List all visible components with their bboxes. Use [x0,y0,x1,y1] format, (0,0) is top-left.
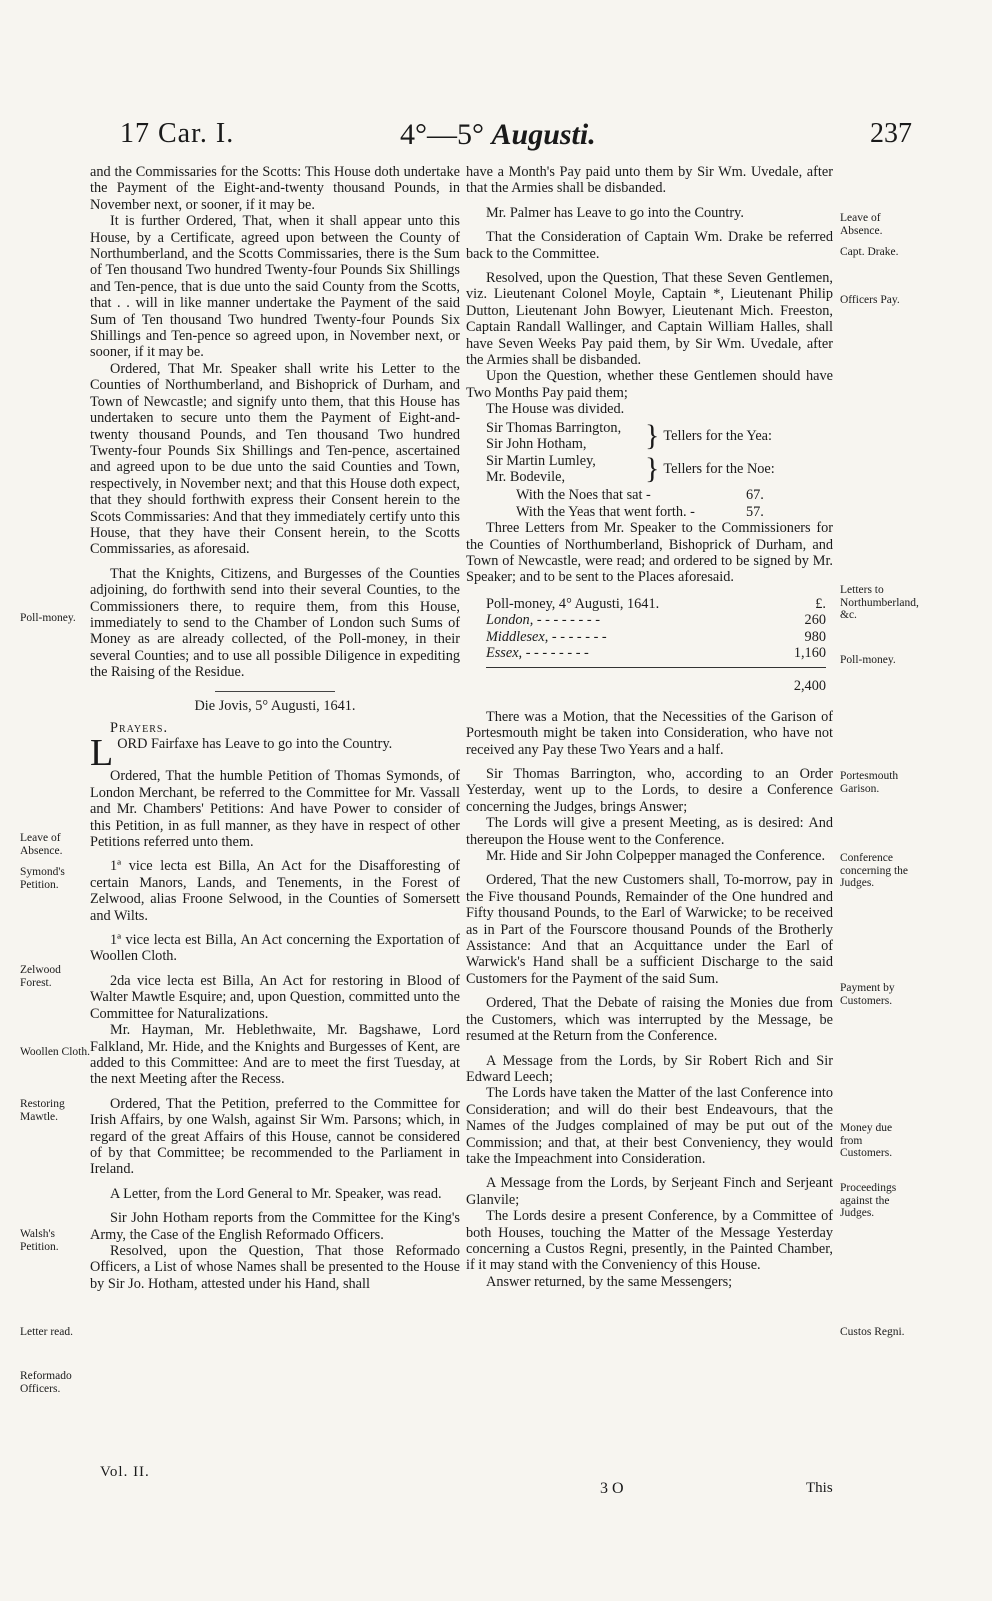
margin-note: Letters to Northumberland, &c. [840,584,919,621]
poll-currency: £. [815,595,826,612]
margin-note: Letter read. [20,1326,73,1338]
paragraph: Answer returned, by the same Messengers; [486,1273,733,1290]
margin-note: Poll-money. [840,654,896,666]
poll-amount: 260 [804,612,826,629]
margin-note: Portesmouth Garison. [840,770,899,795]
noe-tellers-label: Tellers for the Noe: [663,460,775,477]
poll-money-table [486,596,833,695]
paragraph: The Lords have taken the Matter of the last Conference into Consideration; and will do their best Endeavours, that the Names of the Judges complained of may be put out of the Commission; and that, at their best Conveniency, they would take the Impeachment into Consideration. [466,1085,833,1167]
paragraph: Ordered, That the Debate of raising the Monies due from the Customers, which was interrupted by the Message, be resumed at the Return from the Conference. [466,995,833,1045]
paragraph: Ordered, That the Petition, preferred to the Committee for Irish Affairs, by one Walsh, against Sir Wm. Parsons; which, in regard of the great Affairs of this House, cannot be considered of by that Committee; be recommended to the Parliament in Ireland. [90,1095,460,1178]
paragraph: Three Letters from Mr. Speaker to the Commissioners for the Counties of Northumberland, Bishoprick of Durham, and Town of Newcastle, were read; and ordered to be signed by Mr. Speaker; and to be sent to the Places aforesaid. [466,520,833,586]
regnal-year: 17 Car. I. [120,118,235,149]
yea-teller: Sir Thomas Barrington, [486,419,622,436]
prayers-heading: Prayers. [110,720,169,736]
margin-note: Restoring Mawtle. [20,1098,65,1123]
paragraph: Ordered, That the new Customers shall, To-morrow, pay in the Five thousand Pounds, Remainder of the One hundred and Fifty thousand Pounds, to the Earl of Warwicke; to be received as in Part of the Fourscore thousand Pounds of the Brotherly Assistance: And that an Acquittance under the Earl of Warwick's Hand shall be a sufficient Discharge to the said Customers for the Payment of the said Sum. [466,872,833,987]
margin-note: Woollen Cloth. [20,1046,90,1058]
poll-row [486,645,826,661]
tellers-block [486,420,833,486]
paragraph: and the Commissaries for the Scotts: This House doth undertake the Payment of the Eight-and-twenty thousand Pounds, in November next, or sooner, if it may be. [90,164,460,213]
margin-note: Payment by Customers. [840,982,895,1007]
paragraph: 2da vice lecta est Billa, An Act for restoring in Blood of Walter Mawtle Esquire; and, upon Question, committed unto the Committee for Naturalizations. [90,972,460,1022]
page-number: 237 [870,118,912,149]
page-header [0,118,992,158]
margin-note: Officers Pay. [840,294,900,306]
paragraph: Mr. Hide and Sir John Colpepper managed the Conference. [486,848,826,865]
poll-row [486,612,826,628]
yea-tellers-label: Tellers for the Yea: [663,427,772,444]
paragraph: Mr. Hayman, Mr. Heblethwaite, Mr. Bagshawe, Lord Falkland, Mr. Hide, and the Knights and Burgesses of Kent, are added to this Committee: And are to meet the first Tuesday, at the next Meeting after the Recess. [90,1022,460,1088]
paragraph: Ordered, That Mr. Speaker shall write his Letter to the Counties of Northumberland, and Bishoprick of Durham, and Town of Newcastle; and signify unto them, that this House has undertaken to secure unto them the Payment of Eight-and-twenty thousand Pounds, and Ten thousand Two hundred Twenty-four Pounds Six Shillings and Ten-pence, ascertained and agreed upon to be due unto the said Counties and Town, respectively, in November next; and that this House doth expect, that they should forthwith express their Consent herein to the Scots Commissaries: And that they immediately certify unto this House, that they have their Consent herein, to the Scotts Commissaries, as aforesaid. [90,360,460,558]
margin-note: Custos Regni. [840,1326,905,1338]
paragraph: Sir Thomas Barrington, who, according to an Order Yesterday, went up to the Lords, to desire a Conference concerning the Judges, brings Answer; [466,766,833,815]
paragraph: It is further Ordered, That, when it shall appear unto this House, by a Certificate, agreed upon between the County of Northumberland, and the Scotts Commissaries, there is the Sum of Ten thousand Two hundred Twenty-four Pounds Six Shillings and Ten-pence, that is due unto the said County from the Scotts, that . . will in like manner undertake the Payment of the said Sum of Ten thousand Two hundred Twenty-four Pounds Six Shillings and Ten-pence so agreed upon, in November next, or sooner, if it may be. [90,213,460,361]
poll-amount: 1,160 [793,644,826,661]
header-month: Augusti. [491,118,596,151]
paragraph: The Lords will give a present Meeting, as is desired: And thereupon the House went to the Conference. [466,815,833,848]
margin-note: Leave of Absence. [840,212,883,237]
paragraph: Resolved, upon the Question, That those Reformado Officers, a List of whose Names shall be presented to the House by Sir Jo. Hotham, attested under his Hand, shall [90,1242,460,1292]
paragraph: Mr. Palmer has Leave to go into the Country. [486,204,744,221]
date-heading: Die Jovis, 5° Augusti, 1641. [194,697,356,714]
header-days: 4°—5° [400,118,484,151]
paragraph: That the Consideration of Captain Wm. Drake be referred back to the Committee. [466,229,833,262]
noes-count: 67. [746,487,764,504]
poll-amount: 980 [804,628,826,645]
brace: } [645,451,660,485]
signature-mark: 3 O [600,1480,624,1497]
margin-note: Leave of Absence. [20,832,63,857]
paragraph: The House was divided. [486,401,625,418]
paragraph: Resolved, upon the Question, That these Seven Gentlemen, viz. Lieutenant Colonel Moyle, Captain *, Lieutenant Philip Dutton, Lieutenant John Bowyer, Lieutenant Mich. Freeston, Captain Randall Wallinger, and Captain William Halles, shall have Seven Weeks Pay paid them, by Sir Wm. Uvedale, after the Armies shall be disbanded. [466,270,833,369]
paragraph: have a Month's Pay paid unto them by Sir Wm. Uvedale, after that the Armies shall be disbanded. [466,164,833,197]
poll-place: Middlesex, - - - - - - - [486,628,607,645]
poll-row [486,629,826,645]
margin-note: Reformado Officers. [20,1370,72,1395]
paragraph: Sir John Hotham reports from the Committee for the King's Army, the Case of the English Reformado Officers. [90,1210,460,1243]
brace: } [645,419,660,453]
poll-title: Poll-money, 4° Augusti, 1641. [486,595,660,612]
noe-teller: Mr. Bodevile, [486,468,566,485]
section-divider [215,691,335,692]
paragraph: There was a Motion, that the Necessities of the Garison of Portesmouth might be taken into Consideration, who have not received any Pay these Two Years and a half. [466,708,833,758]
paragraph [90,732,460,775]
header-date [400,118,596,152]
drop-cap: L [90,732,114,775]
margin-note: Poll-money. [20,612,76,624]
yeas-label: With the Yeas that went forth. - [516,503,695,520]
margin-note: Symond's Petition. [20,866,65,891]
paragraph: 1ª vice lecta est Billa, An Act for the Disafforesting of certain Manors, Lands, and Tenements, in the Forest of Zelwood, alias Froone Selwood, in the Counties of Somersett and Wilts. [90,858,460,924]
paragraph: The Lords desire a present Conference, by a Committee of both Houses, touching the Matter of the Message Yesterday concerning a Custos Regni, presently, in the Painted Chamber, if it may stand with the Conveniency of this House. [466,1208,833,1274]
yeas-count: 57. [746,503,764,520]
noes-label: With the Noes that sat - [516,487,651,504]
vote-counts [516,487,833,520]
paragraph: A Message from the Lords, by Sir Robert Rich and Sir Edward Leech; [466,1052,833,1085]
poll-place: Essex, - - - - - - - - [486,644,589,661]
margin-note: Capt. Drake. [840,246,899,258]
yea-teller: Sir John Hotham, [486,436,587,453]
margin-note: Conference concerning the Judges. [840,852,909,889]
right-column [466,164,833,1290]
poll-total: 2,400 [486,667,826,694]
volume-label: Vol. II. [100,1464,150,1480]
paragraph: Ordered, That the humble Petition of Thomas Symonds, of London Merchant, be referred to the Committee for Mr. Vassall and Mr. Chambers' Petitions: And have Power to consider of this Petition, in as full manner, as they have in respect of other Petitions referred unto them. [90,768,460,851]
paragraph: Upon the Question, whether these Gentlemen should have Two Months Pay paid them; [466,368,833,401]
left-column [90,164,460,1292]
margin-note: Walsh's Petition. [20,1228,59,1253]
poll-place: London, - - - - - - - - [486,612,600,629]
paragraph: A Letter, from the Lord General to Mr. Speaker, was read. [110,1185,442,1202]
noe-teller: Sir Martin Lumley, [486,452,596,469]
margin-note: Zelwood Forest. [20,964,61,989]
paragraph: A Message from the Lords, by Serjeant Finch and Serjeant Glanvile; [466,1175,833,1208]
catchword: This [806,1480,833,1496]
margin-note: Proceedings against the Judges. [840,1182,897,1219]
paragraph-text: ORD Fairfaxe has Leave to go into the Country. [117,736,393,753]
paragraph: 1ª vice lecta est Billa, An Act concerning the Exportation of Woollen Cloth. [90,932,460,965]
paragraph: That the Knights, Citizens, and Burgesses of the Counties adjoining, do forthwith send into their several Counties, to the Commissioners there, to require them, from this House, immediately to send to the Chamber of London such Sums of Money as are already collected, of the Poll-money, in their several Counties; and to use all possible Diligence in expediting the Raising of the Residue. [90,565,460,681]
margin-note: Money due from Customers. [840,1122,893,1159]
